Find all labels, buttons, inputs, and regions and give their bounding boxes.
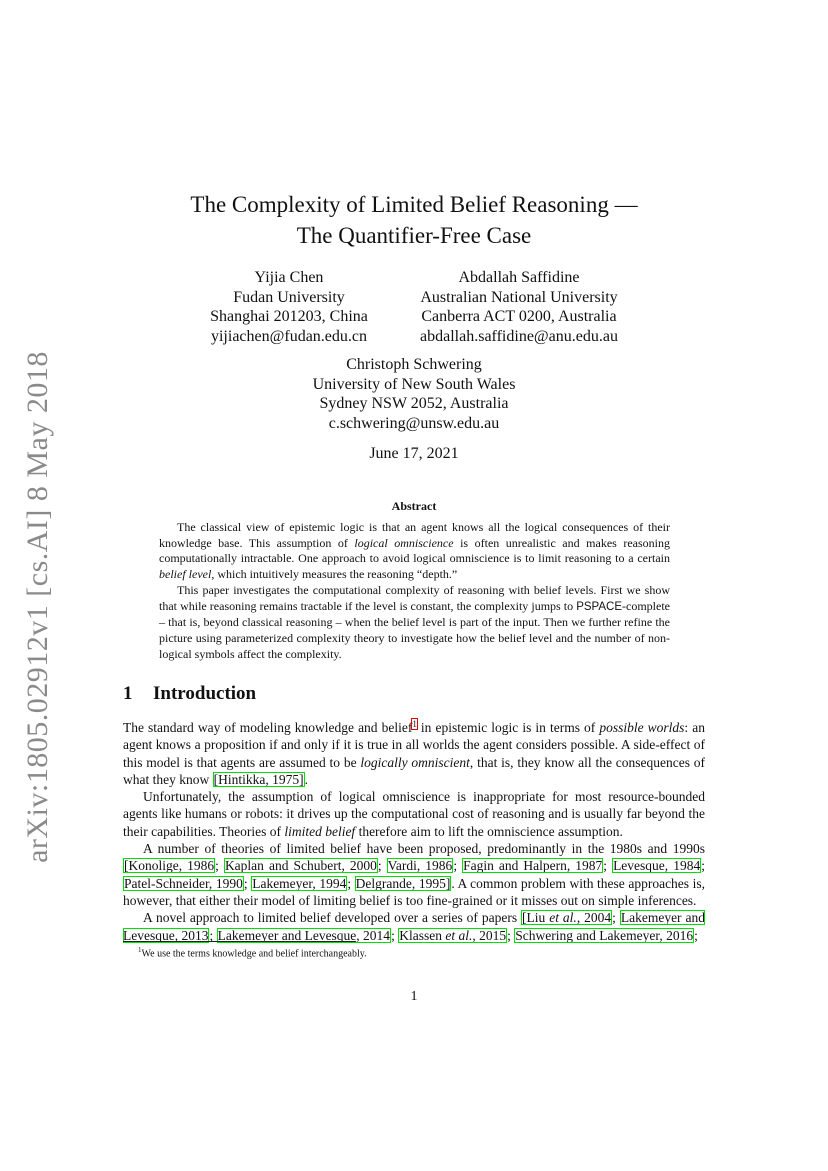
footnote-text: We use the terms knowledge and belief interchangeably. <box>141 948 367 960</box>
citation-link[interactable]: [Liu et al., 2004 <box>522 910 612 926</box>
footnote-link[interactable]: 1 <box>412 718 417 729</box>
body-paragraph-3: A number of theories of limited belief have been proposed, predominantly in the 1980s and 1990s [Konolige, 1986; Kaplan and Schubert, 2000; Vardi, 1986; Fagin and Halpern, 1987; Levesque, 1984; Patel-Schneider, 1990; Lakemeyer, 1994; Delgrande, 1995]. A common problem with these approaches is, however, that either their model of limiting belief is too fine-grained or it misses out on simple inferences. <box>123 841 706 908</box>
section-heading <box>123 683 256 705</box>
author-affiliation: Fudan University <box>233 288 345 306</box>
citation-link[interactable]: [Konolige, 1986 <box>124 858 215 874</box>
author-block-3 <box>264 355 564 433</box>
section-title: Introduction <box>153 683 257 704</box>
citation-link[interactable]: [Hintikka, 1975] <box>213 771 304 787</box>
body-paragraph-4: A novel approach to limited belief developed over a series of papers [Liu et al., 2004; Lakemeyer and Levesque, 2013; Lakemeyer and Levesque, 2014; Klassen et al., 2015; Schwering and Lakemeyer, 2016; <box>123 910 705 943</box>
author-email: abdallah.saffidine@anu.edu.au <box>420 327 618 345</box>
author-affiliation: Australian National University <box>420 288 618 306</box>
abstract-paragraph-2: This paper investigates the computational complexity of reasoning with belief levels. First we show that while reasoning remains tractable if the level is constant, the complexity jumps to PSPACE-complete – that is, beyond classical reasoning – when the belief level is part of the input. Then we further refine the picture using parameterized complexity theory to investigate how the belief level and the number of non-logical symbols affect the complexity. <box>159 582 670 661</box>
footnote <box>138 946 367 959</box>
abstract-body <box>159 520 670 662</box>
author-address: Sydney NSW 2052, Australia <box>319 395 509 412</box>
author-block-1 <box>189 268 389 346</box>
section-body <box>123 719 705 944</box>
author-block-2 <box>404 268 634 346</box>
citation-link[interactable]: Schwering and Lakemeyer, 2016 <box>515 927 694 943</box>
author-name: Abdallah Saffidine <box>458 269 580 286</box>
author-affiliation: University of New South Wales <box>312 375 516 393</box>
abstract-heading: Abstract <box>391 499 437 513</box>
author-address: Shanghai 201203, China <box>210 308 368 325</box>
citation-link[interactable]: Delgrande, 1995] <box>355 875 451 891</box>
paper-title <box>0 189 828 251</box>
footnote-rule <box>123 941 356 942</box>
citation-link[interactable]: Kaplan and Schubert, 2000 <box>224 858 377 874</box>
arxiv-identifier-stamp <box>21 351 54 863</box>
author-name: Christoph Schwering <box>346 356 482 373</box>
title-line-2: The Quantifier-Free Case <box>296 223 532 248</box>
body-paragraph-1: The standard way of modeling knowledge and belief$^1$ in epistemic logic is in terms of possible worlds: an agent knows a proposition if and only if it is true in all worlds the agent considers possible. A side-effect of this model is that agents are assumed to be logically omniscient, that is, they know all the consequences of what they know [Hintikka, 1975]. <box>123 718 705 787</box>
author-email: yijiachen@fudan.edu.cn <box>210 327 367 345</box>
complexity-class: PSPACE <box>576 600 623 613</box>
section-number: 1 <box>123 683 133 704</box>
citation-link[interactable]: Patel-Schneider, 1990 <box>124 875 243 891</box>
page-number: 1 <box>410 989 418 1004</box>
author-address: Canberra ACT 0200, Australia <box>421 308 617 325</box>
paper-date: June 17, 2021 <box>369 445 459 462</box>
citation-link[interactable]: Lakemeyer, 1994 <box>252 875 347 891</box>
footnote-mark: 1 <box>138 946 142 954</box>
citation-link[interactable]: Vardi, 1986 <box>387 858 453 874</box>
body-paragraph-2: Unfortunately, the assumption of logical omniscience is inappropriate for most resource-bounded agents like humans or robots: it drives up the computational cost of reasoning and is usually far beyond the their capabilities. Theories of limited belief therefore aim to lift the omniscience assumption. <box>123 789 705 839</box>
citation-link[interactable]: Fagin and Halpern, 1987 <box>463 858 603 874</box>
title-line-1: The Complexity of Limited Belief Reasoning — <box>190 192 638 217</box>
citation-link[interactable]: Levesque, 1984 <box>613 858 701 874</box>
author-name: Yijia Chen <box>254 269 324 286</box>
abstract-paragraph-1: The classical view of epistemic logic is that an agent knows all the logical consequences of their knowledge base. This assumption of logical omniscience is often unrealistic and makes reasoning computationally intractable. One approach to avoid logical omniscience is to limit reasoning to a certain belief level, which intuitively measures the reasoning “depth.” <box>159 520 670 582</box>
author-email: c.schwering@unsw.edu.au <box>328 414 500 432</box>
citation-link[interactable]: Lakemeyer and Levesque, 2014 <box>217 927 391 943</box>
citation-link[interactable]: Klassen et al., 2015 <box>399 927 507 943</box>
citation-link[interactable]: Lakemeyer and Levesque, 2013 <box>123 910 705 943</box>
arxiv-id-text: arXiv:1805.02912v1 [cs.AI] 8 May 2018 <box>21 351 54 863</box>
